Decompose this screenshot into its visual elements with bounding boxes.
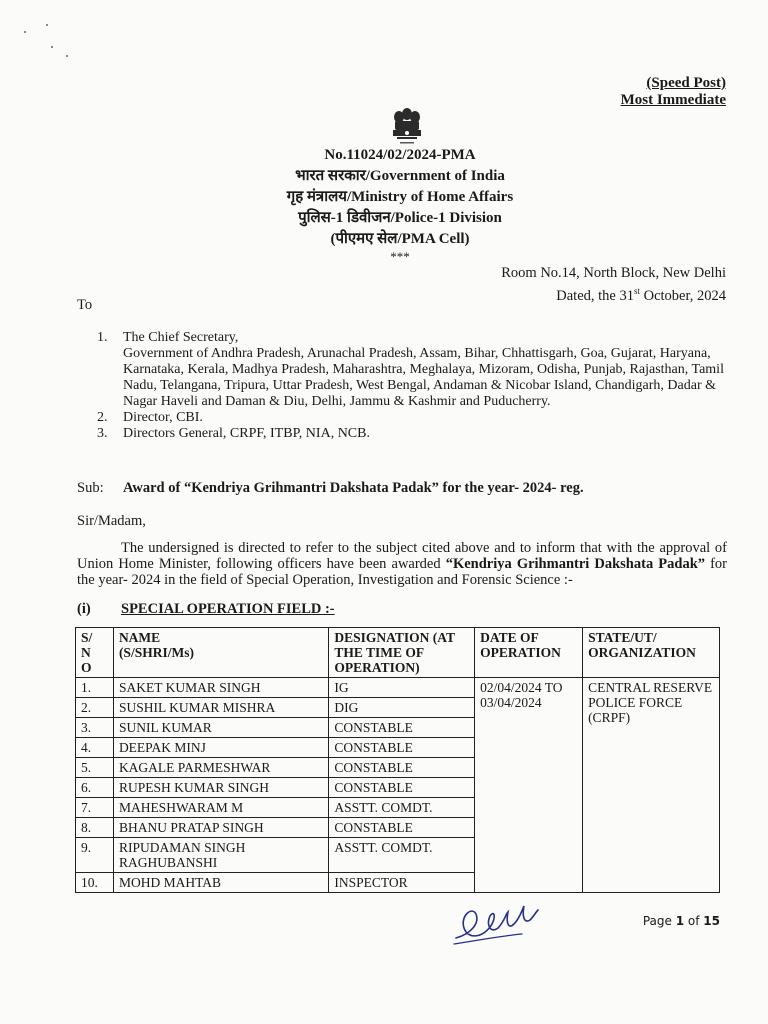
dispatch-mode <box>621 75 726 109</box>
cell-organization: CENTRAL RESERVE POLICE FORCE (CRPF) <box>583 678 720 893</box>
to-label: To <box>77 297 93 313</box>
scan-speck <box>24 31 26 33</box>
subject-label: Sub: <box>77 480 104 496</box>
ministry-name: गृह मंत्रालय/Ministry of Home Affairs <box>286 189 514 205</box>
cell-designation: IG <box>329 678 475 698</box>
cell-sno: 10. <box>76 873 114 893</box>
award-name: “Kendriya Grihmantri Dakshata Padak” <box>445 556 706 572</box>
most-immediate-label: Most Immediate <box>620 92 726 108</box>
cell-designation: INSPECTOR <box>329 873 475 893</box>
cell-name: BHANU PRATAP SINGH <box>113 818 328 838</box>
letter-date: Dated, the 31st October, 2024 <box>556 286 726 304</box>
office-address: Room No.14, North Block, New Delhi <box>501 265 726 281</box>
table-header-row <box>76 628 720 678</box>
addressee-number: 1. <box>97 330 108 345</box>
cell-sno: 4. <box>76 738 114 758</box>
table-row <box>76 678 720 698</box>
salutation: Sir/Madam, <box>77 513 146 529</box>
cell-sno: 2. <box>76 698 114 718</box>
national-emblem-icon <box>384 104 430 148</box>
cell-designation: ASSTT. COMDT. <box>329 838 475 873</box>
cell-sno: 3. <box>76 718 114 738</box>
cell-name: KAGALE PARMESHWAR <box>113 758 328 778</box>
scan-speck <box>46 24 48 26</box>
section-title: SPECIAL OPERATION FIELD :- <box>121 601 335 617</box>
cell-sno: 8. <box>76 818 114 838</box>
section-index: (i) <box>77 601 91 617</box>
scan-speck <box>66 55 68 57</box>
addressee-states: Government of Andhra Pradesh, Arunachal Pradesh, Assam, Bihar, Chhattisgarh, Goa, Gujarat, Haryana, Karnataka, Kerala, Madhya Pradesh, Maharashtra, Meghalaya, Mizoram, Odisha, Punjab, Rajasthan, Tamil Nadu, Telangana, Tripura, Uttar Pradesh, West Bengal, Andaman & Nicobar Island, Chandigarh, Dadar & Nagar Haveli and Daman & Diu, Delhi, Jammu & Kashmir and Puducherry. <box>123 346 724 409</box>
addressee-item <box>97 410 733 426</box>
cell-name: SUNIL KUMAR <box>113 718 328 738</box>
government-name: भारत सरकार/Government of India <box>295 168 505 184</box>
cell-date-of-operation: 02/04/2024 TO 03/04/2024 <box>475 678 583 893</box>
col-header-organization: STATE/UT/ ORGANIZATION <box>583 628 720 678</box>
handwritten-signature <box>450 894 542 950</box>
addressee-title: The Chief Secretary, <box>123 330 239 345</box>
cell-sno: 6. <box>76 778 114 798</box>
addressee-item <box>97 426 733 442</box>
letterhead <box>200 145 600 264</box>
addressee-title: Director, CBI. <box>123 410 203 425</box>
cell-name: RIPUDAMAN SINGH RAGHUBANSHI <box>113 838 328 873</box>
page-number: Page 1 of 15 <box>642 914 720 928</box>
cell-name: SAKET KUMAR SINGH <box>113 678 328 698</box>
addressee-list <box>97 330 733 442</box>
section-heading <box>77 601 335 618</box>
place-and-date <box>501 264 726 305</box>
speed-post-label: (Speed Post) <box>646 75 726 91</box>
body-paragraph: The undersigned is directed to refer to the subject cited above and to inform that with the approval of Union Home Minister, following officers have been awarded “Kendriya Grihmantri Dakshata Padak” for the year- 2024 in the field of Special Operation, Investigation and Forensic Science :- <box>77 540 727 588</box>
separator-stars: *** <box>390 249 410 264</box>
cell-sno: 7. <box>76 798 114 818</box>
addressee-number: 3. <box>97 426 108 441</box>
cell-sno: 5. <box>76 758 114 778</box>
col-header-name: NAME (S/SHRI/Ms) <box>113 628 328 678</box>
cell-name: MOHD MAHTAB <box>113 873 328 893</box>
cell-designation: CONSTABLE <box>329 718 475 738</box>
addressee-title: Directors General, CRPF, ITBP, NIA, NCB. <box>123 426 370 441</box>
cell-designation: CONSTABLE <box>329 818 475 838</box>
cell-name: DEEPAK MINJ <box>113 738 328 758</box>
addressee-number: 2. <box>97 410 108 425</box>
cell-designation: CONSTABLE <box>329 778 475 798</box>
addressee-item <box>97 330 733 410</box>
cell-sno: 1. <box>76 678 114 698</box>
cell-name: SUSHIL KUMAR MISHRA <box>113 698 328 718</box>
cell-name: MAHESHWARAM M <box>113 798 328 818</box>
awardees-table <box>75 627 720 893</box>
division-name: पुलिस-1 डिवीजन/Police-1 Division <box>298 210 502 226</box>
scan-speck <box>51 46 53 48</box>
cell-designation: CONSTABLE <box>329 738 475 758</box>
cell-designation: ASSTT. COMDT. <box>329 798 475 818</box>
col-header-sno: S/ N O <box>76 628 114 678</box>
subject-text: Award of “Kendriya Grihmantri Dakshata Padak” for the year- 2024- reg. <box>123 480 584 496</box>
col-header-designation: DESIGNATION (AT THE TIME OF OPERATION) <box>329 628 475 678</box>
cell-designation: DIG <box>329 698 475 718</box>
cell-sno: 9. <box>76 838 114 873</box>
subject-line <box>77 480 584 497</box>
file-number: No.11024/02/2024-PMA <box>324 147 476 163</box>
col-header-date: DATE OF OPERATION <box>475 628 583 678</box>
cell-name: (पीएमए सेल/PMA Cell) <box>330 231 470 247</box>
cell-name: RUPESH KUMAR SINGH <box>113 778 328 798</box>
cell-designation: CONSTABLE <box>329 758 475 778</box>
